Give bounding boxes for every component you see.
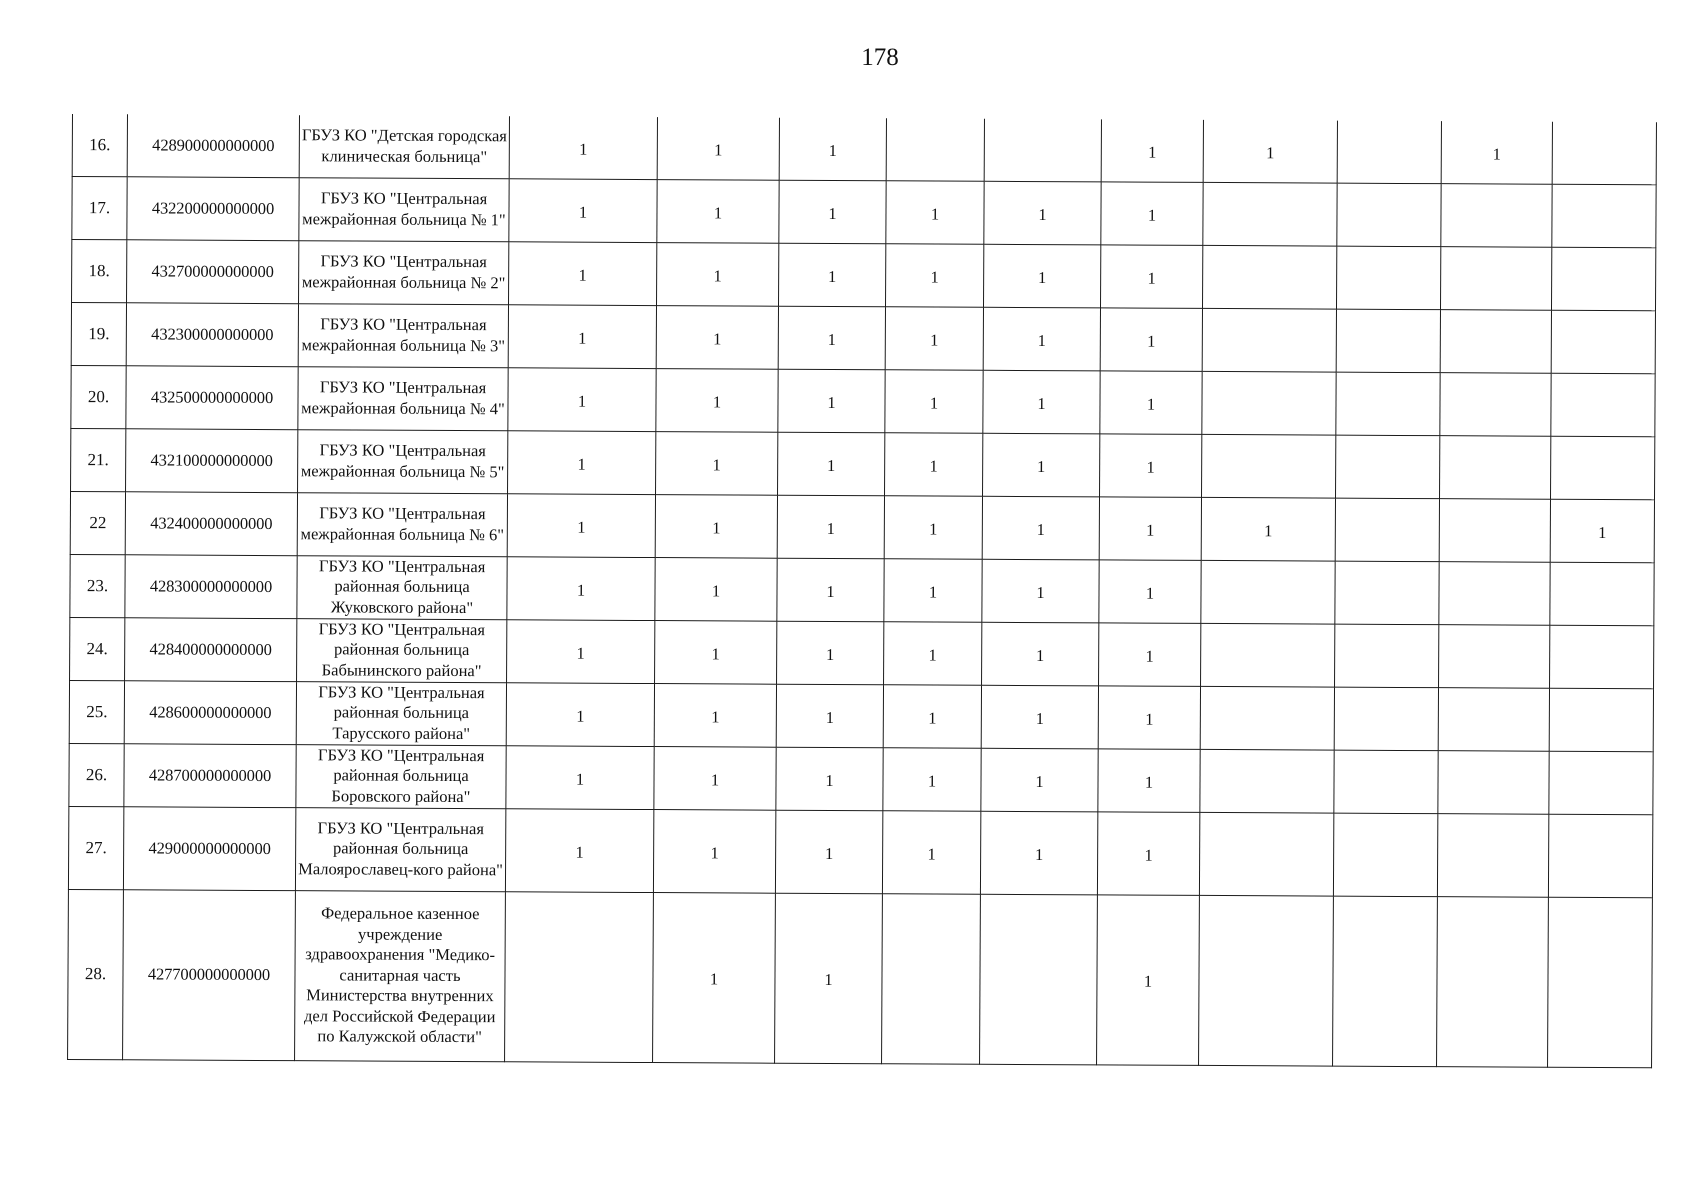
mark-col-7 (1202, 434, 1336, 498)
mark-col-10 (1551, 310, 1655, 374)
mark-col-6: 1 (1099, 622, 1201, 686)
organization-name-cell: ГБУЗ КО "Центральная межрайонная больница № 6" (297, 492, 507, 556)
mark-col-2: 1 (654, 746, 776, 810)
table-row (70, 617, 1654, 688)
mark-col-7 (1201, 623, 1335, 687)
row-number-cell: 21. (71, 428, 126, 491)
mark-col-5: 1 (981, 748, 1098, 812)
mark-col-9 (1439, 624, 1550, 688)
organization-name-cell: ГБУЗ КО "Детская городская клиническая больница" (299, 115, 509, 178)
row-number-cell: 18. (72, 239, 127, 302)
mark-col-5: 1 (984, 244, 1101, 308)
mark-col-2: 1 (656, 431, 778, 495)
organization-name-cell: ГБУЗ КО "Центральная районная больница Малоярославец-кого района" (295, 807, 505, 891)
table-row (71, 428, 1655, 499)
mark-col-2: 1 (653, 892, 776, 1063)
mark-col-7 (1202, 308, 1336, 372)
organization-code-cell: 429000000000000 (123, 806, 295, 890)
mark-col-6: 1 (1097, 811, 1199, 895)
mark-col-4: 1 (886, 180, 984, 244)
mark-col-6: 1 (1100, 307, 1202, 371)
mark-col-8 (1336, 435, 1440, 499)
mark-col-3: 1 (778, 432, 885, 496)
mark-col-6: 1 (1100, 433, 1202, 497)
mark-col-10 (1552, 122, 1656, 185)
mark-col-10 (1551, 373, 1655, 437)
mark-col-4 (886, 118, 984, 181)
mark-col-5: 1 (982, 622, 1099, 686)
mark-col-4: 1 (883, 684, 981, 748)
mark-col-3: 1 (775, 810, 882, 894)
organization-name-cell: ГБУЗ КО "Центральная межрайонная больница № 4" (298, 366, 508, 430)
mark-col-5 (980, 894, 1098, 1065)
mark-col-2: 1 (657, 242, 779, 306)
mark-col-10 (1549, 688, 1653, 752)
mark-col-6: 1 (1099, 559, 1201, 623)
organization-name-cell: ГБУЗ КО "Центральная межрайонная больница № 3" (298, 303, 508, 367)
mark-col-4 (882, 893, 981, 1064)
mark-col-1: 1 (508, 430, 656, 494)
mark-col-7 (1203, 182, 1337, 246)
mark-col-8 (1336, 309, 1440, 373)
organization-code-cell: 427700000000000 (123, 889, 296, 1060)
mark-col-5 (984, 119, 1101, 182)
organization-name-cell: ГБУЗ КО "Центральная межрайонная больница № 5" (298, 429, 508, 493)
mark-col-7 (1199, 812, 1333, 896)
mark-col-9 (1441, 183, 1552, 247)
mark-col-1: 1 (506, 682, 654, 746)
mark-col-4: 1 (882, 810, 980, 894)
mark-col-8 (1333, 813, 1437, 897)
organization-name-cell: ГБУЗ КО "Центральная районная больница Жуковского района" (297, 555, 507, 619)
row-number-cell: 27. (68, 806, 123, 889)
mark-col-1: 1 (506, 745, 654, 809)
mark-col-8 (1334, 687, 1438, 751)
mark-col-9 (1438, 750, 1549, 814)
mark-col-9 (1440, 309, 1551, 373)
row-number-cell: 26. (69, 743, 124, 806)
organization-code-cell: 428900000000000 (127, 114, 299, 177)
organization-code-cell: 428300000000000 (125, 554, 297, 618)
mark-col-6: 1 (1100, 370, 1202, 434)
mark-col-3: 1 (777, 621, 884, 685)
mark-col-6: 1 (1097, 894, 1200, 1065)
mark-col-6: 1 (1101, 181, 1203, 245)
mark-col-10 (1548, 897, 1653, 1068)
table-row (68, 806, 1652, 897)
mark-col-4: 1 (886, 243, 984, 307)
mark-col-5: 1 (983, 433, 1100, 497)
mark-col-7 (1199, 895, 1334, 1066)
mark-col-7: 1 (1203, 120, 1337, 183)
mark-col-5: 1 (982, 559, 1099, 623)
table-row (69, 680, 1653, 751)
mark-col-4: 1 (884, 621, 982, 685)
mark-col-3: 1 (779, 118, 886, 181)
mark-col-3: 1 (778, 306, 885, 370)
mark-col-3: 1 (779, 180, 886, 244)
row-number-cell: 17. (72, 176, 127, 239)
mark-col-9 (1439, 498, 1550, 562)
mark-col-5: 1 (982, 496, 1099, 560)
table-row (72, 239, 1656, 310)
mark-col-10 (1551, 436, 1655, 500)
mark-col-6: 1 (1101, 244, 1203, 308)
mark-col-4: 1 (884, 558, 982, 622)
mark-col-1: 1 (508, 304, 656, 368)
organization-name-cell: ГБУЗ КО "Центральная межрайонная больница № 2" (299, 240, 509, 304)
mark-col-2: 1 (656, 368, 778, 432)
mark-col-5: 1 (980, 811, 1097, 895)
mark-col-8 (1337, 121, 1441, 184)
organization-code-cell: 432300000000000 (126, 302, 298, 366)
organization-code-cell: 432400000000000 (125, 491, 297, 555)
organization-code-cell: 428400000000000 (125, 617, 297, 681)
mark-col-4: 1 (885, 369, 983, 433)
row-number-cell: 24. (70, 617, 125, 680)
mark-col-6: 1 (1098, 685, 1200, 749)
table-row (72, 176, 1656, 247)
mark-col-4: 1 (885, 432, 983, 496)
mark-col-6: 1 (1099, 496, 1201, 560)
table-row (71, 365, 1655, 436)
mark-col-1: 1 (507, 493, 655, 557)
mark-col-3: 1 (777, 558, 884, 622)
mark-col-1: 1 (507, 619, 655, 683)
row-number-cell: 20. (71, 365, 126, 428)
mark-col-9 (1438, 687, 1549, 751)
mark-col-5: 1 (981, 685, 1098, 749)
table-row (72, 114, 1656, 184)
mark-col-3: 1 (776, 684, 883, 748)
mark-col-2: 1 (655, 620, 777, 684)
mark-col-4: 1 (885, 306, 983, 370)
table-row (70, 491, 1654, 562)
mark-col-9: 1 (1441, 121, 1552, 184)
table-row (71, 302, 1655, 373)
mark-col-1: 1 (509, 178, 657, 242)
data-table (67, 114, 1657, 1068)
row-number-cell: 25. (69, 680, 124, 743)
mark-col-3: 1 (775, 893, 883, 1064)
mark-col-9 (1440, 435, 1551, 499)
mark-col-4: 1 (884, 495, 982, 559)
mark-col-1: 1 (507, 556, 655, 620)
organization-name-cell: ГБУЗ КО "Центральная межрайонная больница № 1" (299, 177, 509, 241)
mark-col-7 (1202, 371, 1336, 435)
mark-col-8 (1333, 896, 1438, 1067)
mark-col-6: 1 (1101, 119, 1203, 182)
mark-col-2: 1 (655, 557, 777, 621)
mark-col-8 (1335, 561, 1439, 625)
mark-col-7 (1200, 749, 1334, 813)
mark-col-2: 1 (657, 179, 779, 243)
mark-col-8 (1336, 246, 1440, 310)
mark-col-10 (1550, 562, 1654, 626)
row-number-cell: 28. (68, 889, 124, 1059)
mark-col-2: 1 (654, 683, 776, 747)
row-number-cell: 22 (70, 491, 125, 554)
mark-col-5: 1 (983, 307, 1100, 371)
organization-code-cell: 428700000000000 (124, 743, 296, 807)
row-number-cell: 23. (70, 554, 125, 617)
mark-col-2: 1 (657, 117, 779, 180)
mark-col-5: 1 (984, 181, 1101, 245)
organization-name-cell: ГБУЗ КО "Центральная районная больница Бабынинского района" (297, 618, 507, 682)
mark-col-8 (1335, 498, 1439, 562)
mark-col-8 (1336, 372, 1440, 436)
mark-col-2: 1 (653, 809, 775, 893)
mark-col-5: 1 (983, 370, 1100, 434)
table-row (70, 554, 1654, 625)
mark-col-8 (1335, 624, 1439, 688)
mark-col-3: 1 (779, 243, 886, 307)
mark-col-10 (1549, 751, 1653, 815)
organization-code-cell: 428600000000000 (124, 680, 296, 744)
mark-col-3: 1 (776, 747, 883, 811)
organization-code-cell: 432500000000000 (126, 365, 298, 429)
mark-col-7 (1201, 560, 1335, 624)
page-number: 178 (861, 44, 899, 71)
mark-col-8 (1337, 183, 1441, 247)
mark-col-2: 1 (655, 494, 777, 558)
organization-code-cell: 432200000000000 (127, 176, 299, 240)
organization-code-cell: 432100000000000 (126, 428, 298, 492)
organization-code-cell: 432700000000000 (127, 239, 299, 303)
mark-col-4: 1 (883, 747, 981, 811)
table-row (68, 889, 1653, 1067)
table-row (69, 743, 1653, 814)
organization-name-cell: ГБУЗ КО "Центральная районная больница Тарусского района" (296, 681, 506, 745)
mark-col-6: 1 (1098, 748, 1200, 812)
mark-col-10: 1 (1550, 499, 1654, 563)
organization-name-cell: Федеральное казенное учреждение здравоохранения "Медико-санитарная часть Министерства внутренних дел Российской Федерации по Калужской области" (295, 890, 506, 1061)
mark-col-7 (1203, 245, 1337, 309)
row-number-cell: 16. (72, 114, 127, 176)
mark-col-8 (1334, 750, 1438, 814)
mark-col-10 (1550, 625, 1654, 689)
mark-col-2: 1 (656, 305, 778, 369)
mark-col-1: 1 (509, 116, 657, 179)
row-number-cell: 19. (71, 302, 126, 365)
mark-col-7 (1200, 686, 1334, 750)
mark-col-10 (1552, 184, 1656, 248)
table-body (68, 114, 1657, 1067)
mark-col-9 (1437, 896, 1549, 1067)
mark-col-9 (1437, 813, 1548, 897)
mark-col-9 (1439, 561, 1550, 625)
mark-col-7: 1 (1201, 497, 1335, 561)
mark-col-3: 1 (777, 495, 884, 559)
mark-col-1 (505, 891, 654, 1062)
mark-col-1: 1 (508, 367, 656, 431)
organization-name-cell: ГБУЗ КО "Центральная районная больница Боровского района" (296, 744, 506, 808)
mark-col-10 (1551, 247, 1655, 311)
mark-col-10 (1548, 814, 1652, 898)
mark-col-9 (1440, 372, 1551, 436)
mark-col-1: 1 (505, 808, 653, 892)
mark-col-9 (1440, 246, 1551, 310)
mark-col-1: 1 (509, 241, 657, 305)
mark-col-3: 1 (778, 369, 885, 433)
